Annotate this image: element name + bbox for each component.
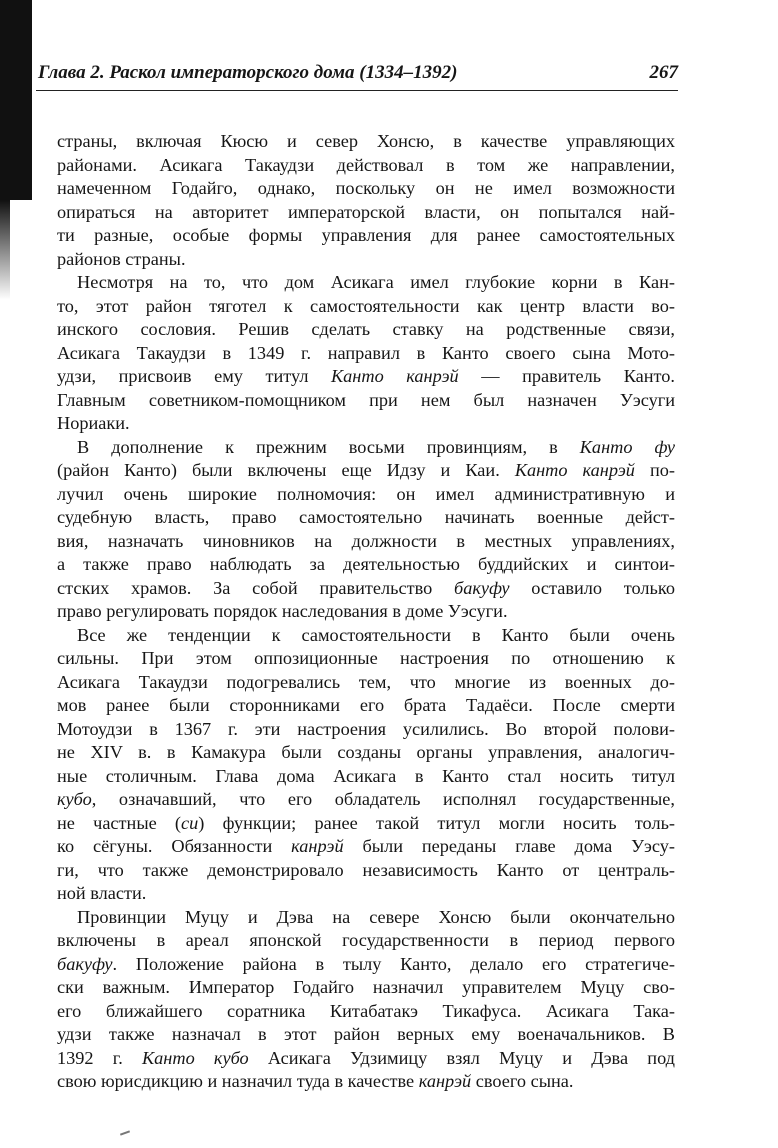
text-line: намеченном Годайго, однако, поскольку он не имел возможности: [57, 178, 675, 198]
text-line: ные столичным. Глава дома Асикага в Канто стал носить титул: [57, 765, 675, 786]
line-text: — правитель Канто.: [458, 366, 675, 386]
italic-term: кубо: [57, 789, 92, 809]
paragraph: [57, 271, 675, 436]
italic-term: Канто канрэй: [514, 460, 635, 480]
text-line: районов страны.: [57, 248, 186, 269]
text-line: Мотоудзи в 1367 г. эти настроения усилились. Во второй полови-: [57, 718, 675, 739]
text-line: его ближайшего соратника Китабатакэ Тикафуса. Асикага Така-: [57, 1000, 675, 1021]
text-line: Несмотря на то, что дом Асикага имел глубокие корни в Кан-: [77, 272, 675, 292]
text-line: [57, 1070, 675, 1094]
text-line: Нориаки.: [57, 413, 130, 433]
text-line: [57, 835, 675, 859]
text-line: [57, 577, 675, 601]
italic-term: канрэй: [291, 836, 344, 856]
scan-binding-shadow-fade: [0, 200, 10, 300]
text-line: ги, что также демонстрировало независимость Канто от централь-: [57, 859, 675, 880]
text-line: лучил очень широкие полномочия: он имел административную и: [57, 483, 675, 504]
italic-term: бакуфу: [454, 577, 510, 598]
text-line: мов ранее были сторонниками его брата Тадаёси. После смерти: [57, 695, 675, 715]
text-line: страны, включая Кюсю и север Хонсю, в качестве управляющих: [57, 131, 675, 151]
line-text: удзи, присвоив ему титул: [57, 366, 332, 386]
text-line: [57, 812, 675, 836]
paragraph: [57, 624, 675, 906]
text-line: [57, 953, 675, 977]
text-line: то, этот район тяготел к самостоятельности как центр власти во-: [57, 295, 675, 316]
text-line: Асикага Такаудзи подогревались тем, что многие из военных до-: [57, 671, 675, 692]
italic-term: Канто фу: [579, 436, 675, 457]
text-line: [57, 459, 675, 483]
text-line: районами. Асикага Такаудзи действовал в том же направлении,: [57, 154, 675, 175]
line-text: ) функции; ранее такой титул могли носить толь-: [198, 812, 676, 833]
scan-speck: [120, 1130, 130, 1135]
text-line: [57, 788, 675, 812]
text-line: [57, 1047, 675, 1071]
text-line: включены в ареал японской государственности в период первого: [57, 930, 675, 950]
line-text: по-: [634, 460, 675, 480]
scan-binding-shadow: [0, 0, 32, 200]
line-text: ко сёгуны. Обязанности: [57, 836, 292, 856]
text-line: удзи также назначал в этот район верных ему военачальников. В: [57, 1024, 675, 1044]
text-line: ти разные, особые формы управления для ранее самостоятельных: [57, 225, 675, 245]
paragraph: [57, 906, 675, 1094]
text-line: инского сословия. Решив сделать ставку на родственные связи,: [57, 319, 675, 339]
page-number: 267: [649, 62, 678, 83]
body-text: [57, 130, 675, 1094]
italic-term: канрэй: [418, 1071, 472, 1091]
text-line: сильны. При этом оппозиционные настроения по отношению к: [57, 648, 675, 668]
running-title: Глава 2. Раскол императорского дома (1334–1392): [38, 62, 458, 83]
line-text: были переданы главе дома Уэсу-: [343, 836, 675, 856]
text-line: ски важным. Император Годайго назначил управителем Муцу сво-: [57, 977, 675, 997]
line-text: оставило только: [509, 577, 675, 598]
text-line: Асикага Такаудзи в 1349 г. направил в Канто своего сына Мото-: [57, 342, 675, 363]
italic-term: си: [181, 812, 199, 833]
text-line: судебную власть, право самостоятельно начинать военные дейст-: [57, 507, 675, 527]
paragraph: [57, 436, 675, 624]
line-text: свою юрисдикцию и назначил туда в качестве: [57, 1071, 419, 1091]
text-line: Провинции Муцу и Дэва на севере Хонсю были окончательно: [77, 906, 675, 927]
line-text: В дополнение к прежним восьми провинциям, в: [77, 436, 580, 457]
text-line: а также право наблюдать за деятельностью буддийских и синтои-: [57, 554, 675, 574]
line-text: своего сына.: [471, 1071, 574, 1091]
header-rule: [36, 90, 678, 91]
italic-term: Канто кубо: [142, 1047, 249, 1068]
line-text: 1392 г.: [57, 1047, 143, 1068]
text-line: опираться на авторитет императорской власти, он попытался най-: [57, 201, 675, 222]
text-line: не XIV в. в Камакура были созданы органы управления, аналогич-: [57, 742, 675, 762]
text-line: [57, 436, 675, 460]
italic-term: бакуфу: [57, 953, 113, 974]
text-line: ной власти.: [57, 883, 147, 903]
text-line: [57, 365, 675, 389]
line-text: стских храмов. За собой правительство: [57, 577, 454, 598]
text-line: Все же тенденции к самостоятельности в Канто были очень: [77, 624, 675, 645]
italic-term: Канто канрэй: [331, 366, 459, 386]
text-line: право регулировать порядок наследования в доме Уэсуги.: [57, 601, 508, 621]
line-text: не частные (: [57, 812, 182, 833]
paragraph: [57, 130, 675, 271]
text-line: вия, назначать чиновников на должности в местных управлениях,: [57, 530, 675, 551]
line-text: Асикага Удзимицу взял Муцу и Дэва под: [248, 1047, 675, 1068]
line-text: . Положение района в тылу Канто, делало его стратегиче-: [112, 953, 675, 974]
line-text: (район Канто) были включены еще Идзу и Каи.: [57, 460, 515, 480]
line-text: , означавший, что его обладатель исполнял государственные,: [91, 789, 675, 809]
text-line: Главным советником-помощником при нем был назначен Уэсуги: [57, 389, 675, 410]
